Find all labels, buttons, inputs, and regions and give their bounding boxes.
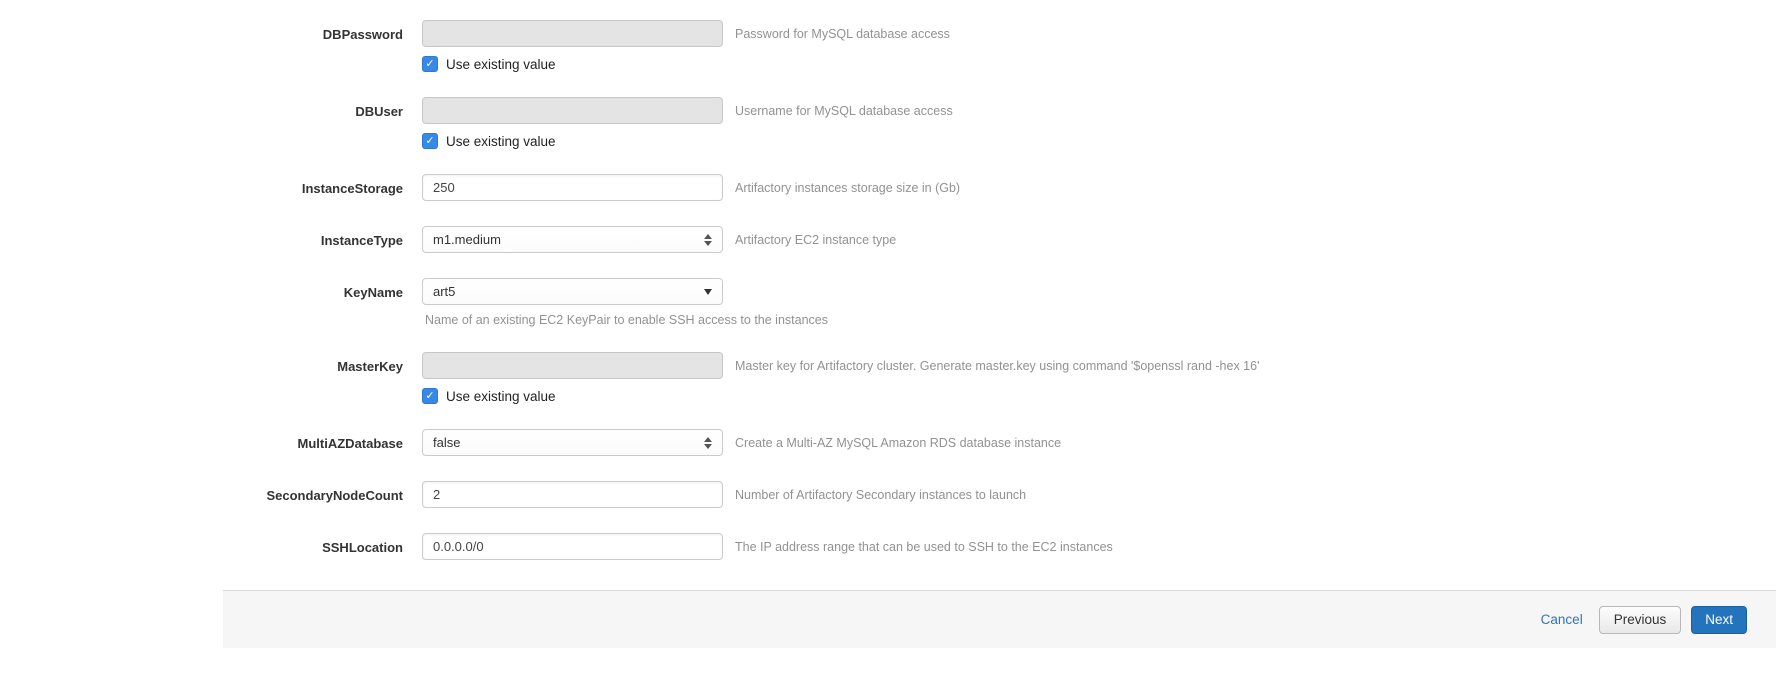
- field-label: DBPassword: [322, 27, 403, 42]
- field-control-area: [422, 429, 723, 456]
- field-control-area: [422, 352, 723, 404]
- field-label: SecondaryNodeCount: [266, 488, 403, 503]
- field-description: Name of an existing EC2 KeyPair to enable SSH access to the instances: [425, 313, 828, 327]
- use-existing-checkbox[interactable]: ✓: [422, 133, 438, 149]
- use-existing-value-row: [422, 133, 723, 149]
- selected-value: art5: [433, 284, 456, 299]
- field-description: Password for MySQL database access: [735, 27, 950, 41]
- field-control-area: [422, 226, 723, 253]
- select-spinner-icon: [704, 437, 712, 449]
- use-existing-value-row: [422, 388, 723, 404]
- field-label: KeyName: [343, 285, 403, 300]
- form-row: [223, 97, 1776, 149]
- cancel-button[interactable]: Cancel: [1540, 612, 1583, 627]
- secondarynodecount-input[interactable]: [422, 481, 723, 508]
- chevron-down-icon: [704, 289, 712, 295]
- field-label: MasterKey: [337, 359, 403, 374]
- use-existing-label: Use existing value: [446, 388, 556, 404]
- selected-value: false: [433, 435, 461, 450]
- instancetype-select[interactable]: [422, 226, 723, 253]
- selected-value: m1.medium: [433, 232, 501, 247]
- form-row: [223, 481, 1776, 508]
- use-existing-checkbox[interactable]: ✓: [422, 388, 438, 404]
- field-control-area: [422, 174, 723, 201]
- field-description: The IP address range that can be used to SSH to the EC2 instances: [735, 540, 1113, 554]
- keyname-select[interactable]: [422, 278, 723, 305]
- use-existing-label: Use existing value: [446, 133, 556, 149]
- next-button[interactable]: Next: [1691, 606, 1747, 634]
- form-row: [223, 352, 1776, 404]
- multiazdatabase-select[interactable]: [422, 429, 723, 456]
- field-description: Artifactory instances storage size in (Gb): [735, 181, 961, 195]
- form-row: [223, 429, 1776, 456]
- wizard-footer: [223, 590, 1776, 648]
- sshlocation-input[interactable]: [422, 533, 723, 560]
- instancestorage-input[interactable]: [422, 174, 723, 201]
- masterkey-input[interactable]: [422, 352, 723, 379]
- field-label: InstanceStorage: [301, 181, 403, 196]
- form-row: [223, 226, 1776, 253]
- previous-button[interactable]: Previous: [1599, 606, 1682, 634]
- field-description: Create a Multi-AZ MySQL Amazon RDS database instance: [735, 436, 1062, 450]
- use-existing-checkbox[interactable]: ✓: [422, 56, 438, 72]
- field-description: Username for MySQL database access: [735, 104, 953, 118]
- field-label: InstanceType: [320, 233, 403, 248]
- field-control-area: [422, 20, 723, 72]
- field-control-area: [422, 97, 723, 149]
- form-row: [223, 533, 1776, 560]
- field-description: Master key for Artifactory cluster. Generate master.key using command '$openssl rand -hex 16': [735, 359, 1260, 373]
- field-description: Artifactory EC2 instance type: [735, 233, 897, 247]
- dbuser-input[interactable]: [422, 97, 723, 124]
- form-row: [223, 20, 1776, 72]
- field-control-area: [422, 481, 723, 508]
- field-label: SSHLocation: [322, 540, 403, 555]
- dbpassword-input[interactable]: [422, 20, 723, 47]
- form-row: [223, 174, 1776, 201]
- field-label: MultiAZDatabase: [297, 436, 403, 451]
- field-control-area: [422, 278, 828, 327]
- use-existing-label: Use existing value: [446, 56, 556, 72]
- form-row: [223, 278, 1776, 327]
- field-label: DBUser: [355, 104, 403, 119]
- form-rows: [0, 20, 1776, 560]
- field-description: Number of Artifactory Secondary instances to launch: [735, 488, 1027, 502]
- select-spinner-icon: [704, 234, 712, 246]
- use-existing-value-row: [422, 56, 723, 72]
- field-control-area: [422, 533, 723, 560]
